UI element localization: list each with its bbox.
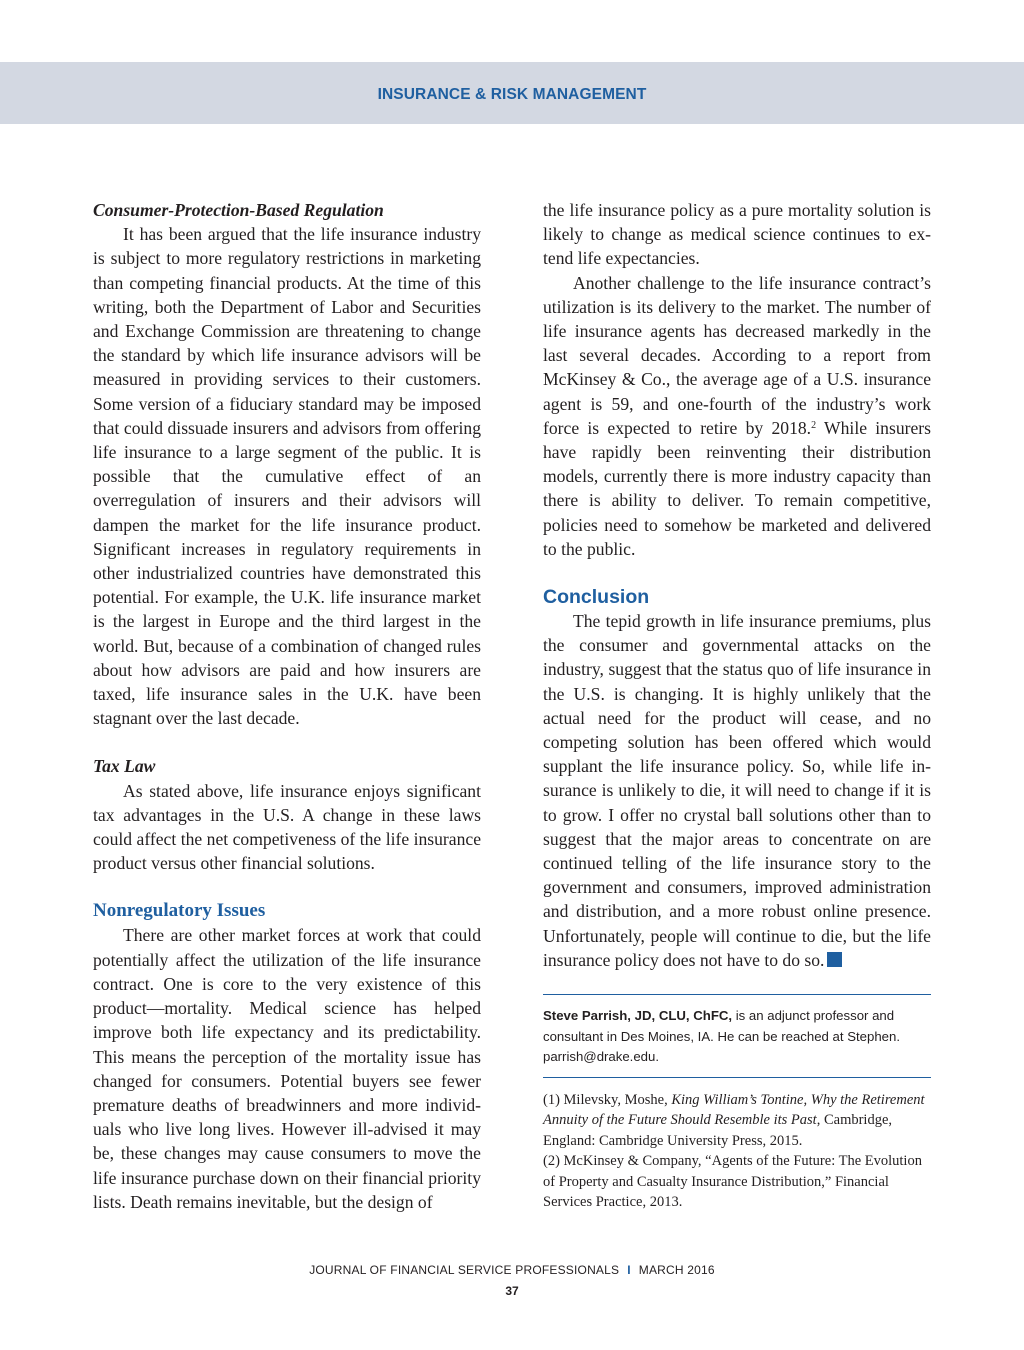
consumer-protection-heading: Consumer-Protection-Based Regulation (93, 200, 384, 220)
delivery-text: Another challenge to the life insurance contract’s utilization is its delivery to the market. The number of life insurance agents has decreased markedly in the last several decades. According to a report from McKinsey & Co., the average age of a U.S. insurance agent is 59, and one-fourth of the industry’s work force is expected to retire by 2018. (543, 272, 931, 438)
conclusion-paragraph (543, 609, 931, 972)
end-of-article-icon (827, 952, 842, 967)
delivery-paragraph (543, 271, 931, 561)
right-column (543, 198, 931, 1213)
nonregulatory-issues-heading: Nonregulatory Issues (93, 900, 266, 922)
footnotes (543, 1090, 931, 1213)
journal-name: JOURNAL OF FINANCIAL SERVICE PROFESSIONALS (309, 1263, 620, 1277)
footnote-ref-2[interactable]: 2 (811, 419, 817, 431)
conclusion-text: The tepid growth in life insurance premiums, plus the consumer and governmental attacks on the industry, suggest that the status quo of life insurance in the U.S. is changing. It is highly unlikely that the actual need for the product will cease, and no competing solution has been offered which would supplant the life insurance policy. So, while life insurance is unlikely to die, it will need to change if it is to grow. I offer no crystal ball solutions other than to suggest that the major areas to concentrate on are continued telling of the life insurance story to the government and consumers, improved administration and distribution, and a more robust online presence. Unfortunately, people will continue to die, but the life insurance policy does not have to do so. (543, 611, 931, 970)
footnote-1 (543, 1090, 931, 1152)
delivery-text-tail: While insurers have rapidly been reinventing their distribution models, currently there is more industry capacity than there is ability to deliver. To remain competitive, policies need to somehow be marketed and delivered to the public. (543, 417, 932, 559)
author-bio-text: is an adjunct professor and consultant in Des Moines, IA. He can be reached at Stephen.​parrish@drake.edu. (543, 1008, 901, 1065)
consumer-protection-paragraph: It has been argued that the life insurance industry is subject to more regulatory restrictions in marketing than competing financial products. At the time of this writing, both the Department of Labor and Securities and Exchange Commission are threatening to change the standard by which life insurance advisors will be measured in providing services to their customers. Some version of a fiduciary standard may be imposed that could dissuade insurers and advisors from offering life insurance to a large segment of the public. It is possible that the cumulative effect of an overregulation of insurers and their advisors will dampen the market for the life insurance product. Significant increases in regulatory requirements in other industrialized countries have demonstrated this potential. For example, the U.K. life insurance market is the largest in Europe and the third largest in the world. But, because of a combination of changed rules about how advisors are paid and how insurers are taxed, life insurance sales in the U.K. have been stagnant over the last decade. (93, 224, 481, 729)
issue-date: MARCH 2016 (638, 1263, 715, 1277)
footnote-2: (2) McKinsey & Company, “Agents of the Future: The Evolution of Property and Casualty Insurance Distribution,” Financial Services Practice, 2013. (543, 1153, 922, 1211)
tax-law-paragraph: As stated above, life insurance enjoys significant tax advantages in the U.S. A change in these laws could affect the net competiveness of the life insurance product versus other financial solutions. (93, 780, 481, 874)
left-column (93, 198, 481, 1214)
footer-separator: I (627, 1263, 631, 1277)
author-name: Steve Parrish, JD, CLU, ChFC, (543, 1008, 733, 1024)
nonregulatory-issues-paragraph: There are other market forces at work that could potentially affect the utilization of the life insurance contract. One is core to the very existence of this product—mortality. Medical science has helped improve both life expectancy and its predictability. This means the perception of the mortality issue has changed for consumers. Potential buyers see fewer premature deaths of breadwinners and more individuals who live long lives. However ill-advised it may be, these changes may cause consumers to move the life insurance purchase down on their financial priority lists. Death remains inevitable, but the design of (93, 925, 481, 1212)
tax-law-heading: Tax Law (93, 756, 156, 777)
continued-paragraph: the life insurance policy as a pure mortality solution is likely to change as medical science continues to extend life expectancies. (543, 200, 931, 269)
section-title: INSURANCE & RISK MANAGEMENT (377, 86, 647, 103)
conclusion-heading: Conclusion (543, 586, 650, 609)
author-bio (543, 995, 931, 1077)
page-number: 37 (505, 1284, 519, 1298)
page-footer (0, 1263, 1024, 1277)
footnote-1-title: King William’s Tontine, Why the Retirement Annuity of the Future Should Resemble its Past (543, 1091, 925, 1129)
bio-bottom-rule (543, 1077, 931, 1078)
footnote-1-prefix: (1) Milevsky, Moshe, (543, 1091, 672, 1108)
footnote-1-suffix: , Cambridge, England: Cambridge University Press, 2015. (543, 1112, 893, 1149)
header-band (0, 62, 1024, 124)
